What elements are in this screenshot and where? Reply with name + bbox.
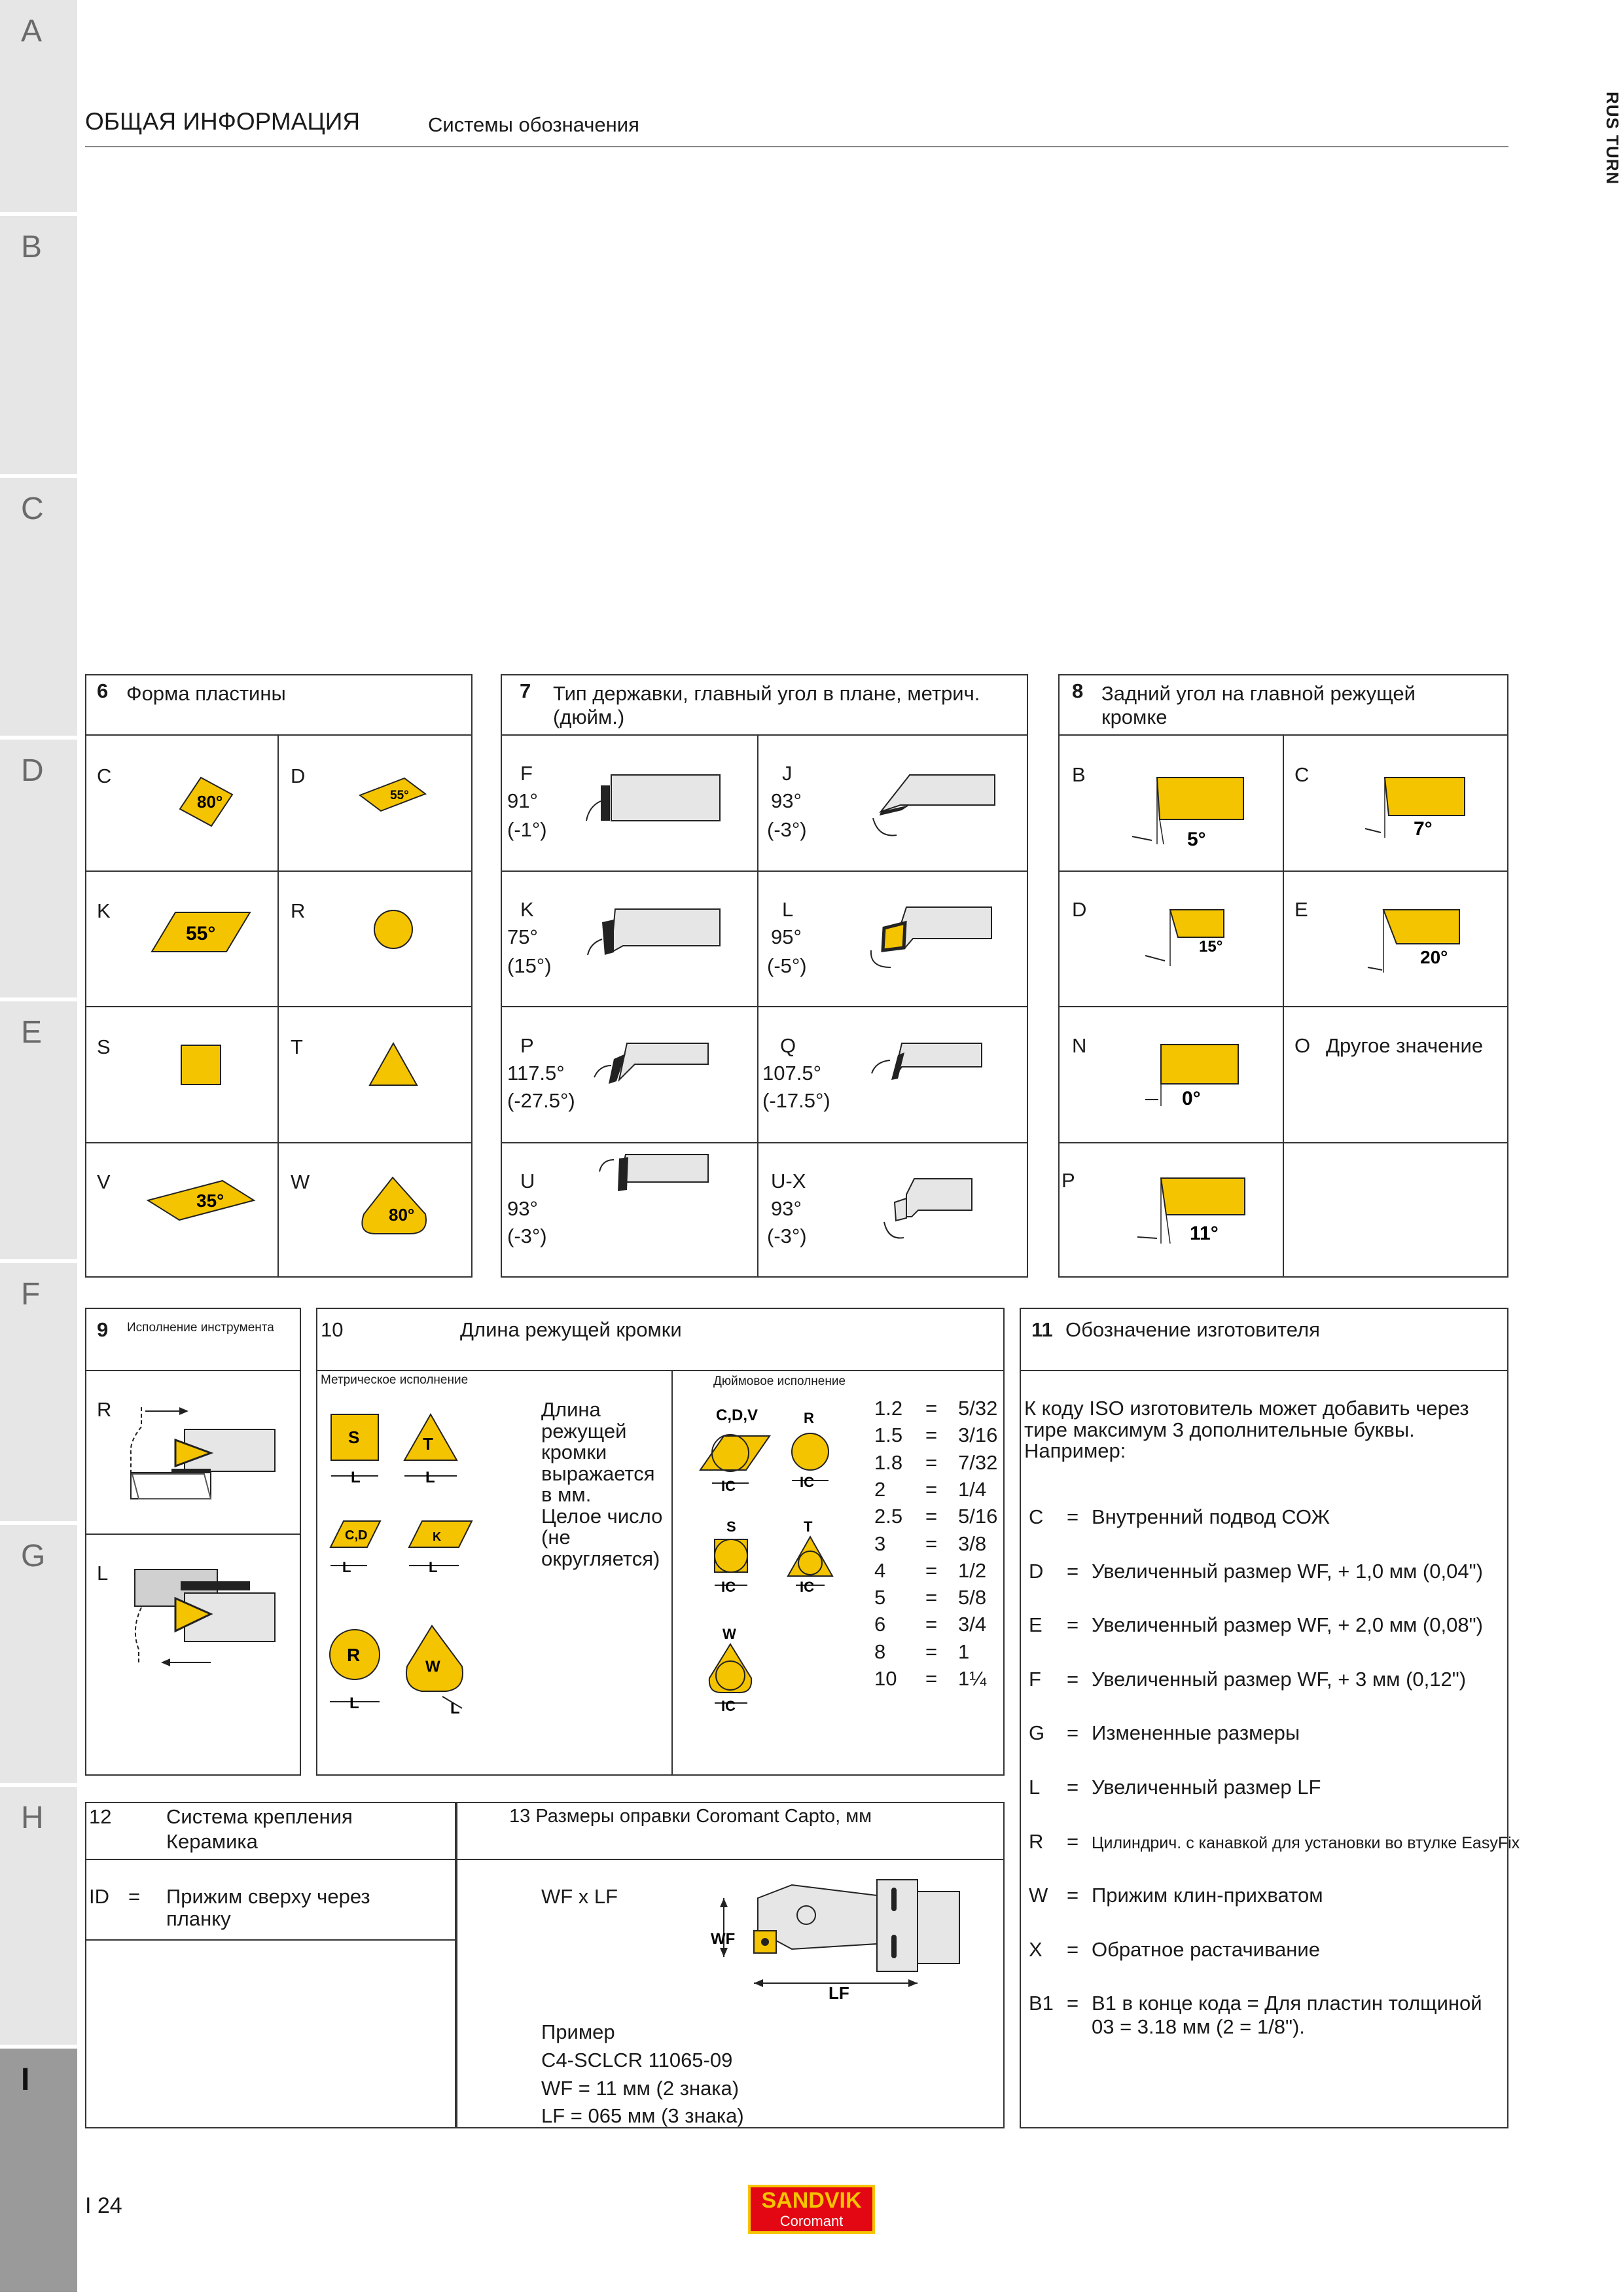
section-number: 11 [1031,1318,1053,1341]
desc-line: кромки [541,1441,607,1464]
clearance-p-icon [1130,1175,1260,1254]
holder-angle-inch: (-5°) [767,954,807,977]
length-label: L [349,1695,359,1712]
size-inch: 5/32 [958,1397,998,1420]
insert-angle-label: 55° [390,789,409,802]
holder-angle: 93° [507,1197,538,1220]
hand-l-icon [126,1564,283,1682]
shape-label: K [433,1530,441,1543]
example-line: WF = 11 мм (2 знака) [541,2076,740,2100]
option-eq: = [1067,1559,1079,1583]
size-mm: 5 [874,1586,886,1609]
brand-sub: Coromant [779,2213,844,2229]
wflf-label: WF x LF [541,1885,618,1908]
holder-code: J [782,762,793,785]
section-number: 13 [509,1806,531,1827]
section-number: 10 [321,1318,344,1341]
option-code: B1 [1029,1992,1054,2015]
size-eq: = [925,1450,938,1474]
holder-code: P [520,1034,534,1057]
section-tabs [0,0,77,2296]
section-title: Форма пластины [126,682,286,705]
insert-t-icon [368,1042,421,1088]
holder-p-icon [589,1041,720,1093]
insert-angle-label: 35° [196,1191,224,1211]
option-code: F [1029,1667,1041,1691]
option-eq: = [1067,1937,1079,1961]
size-eq: = [925,1640,938,1663]
tab-label: E [21,1015,43,1050]
shape-code: W [291,1170,310,1193]
wf-label: WF [711,1930,736,1948]
size-eq: = [925,1397,938,1420]
section-title: кромке [1101,706,1168,728]
option-eq: = [1067,1505,1079,1528]
option-code: D [1029,1559,1044,1583]
tab-b[interactable] [0,216,77,478]
holder-angle-inch: (-17.5°) [762,1089,830,1112]
insert-s-icon [180,1044,226,1090]
holder-code: U [520,1170,535,1193]
intro-line: Например: [1024,1439,1126,1463]
inch-heading: Дюймовое исполнение [713,1374,846,1388]
option-eq: = [1067,1992,1079,2015]
length-label: L [429,1559,438,1575]
shape-label: C,D [345,1528,368,1543]
option-code: L [1029,1776,1041,1799]
lf-label: LF [829,1983,849,2003]
brand-name: SANDVIK [761,2188,862,2213]
size-eq: = [925,1613,938,1636]
clearance-code: E [1294,898,1308,921]
holder-code: L [782,898,794,921]
length-label: L [351,1469,361,1486]
clearance-code: N [1072,1034,1087,1057]
length-label: L [425,1469,435,1486]
size-mm: 6 [874,1613,886,1636]
ic-label: IC [721,1698,736,1714]
section-title: Длина режущей кромки [460,1318,682,1341]
desc-line: выражается [541,1462,655,1485]
size-inch: 1 [958,1640,970,1663]
option-desc: Измененные размеры [1092,1721,1300,1745]
desc-line: (не [541,1526,571,1549]
tab-h[interactable] [0,1787,77,2049]
holder-angle: 93° [771,789,802,812]
tab-label: H [21,1801,44,1835]
ic-label: IC [800,1579,814,1595]
tab-label: B [21,230,43,264]
example-line: LF = 065 мм (3 знака) [541,2104,744,2128]
tab-label: F [21,1277,41,1312]
clearance-code: D [1072,898,1087,921]
tab-a[interactable] [0,0,77,216]
clearance-c-icon [1361,772,1486,844]
example-line: C4-SCLCR 11065-09 [541,2048,733,2072]
option-desc: Увеличенный размер WF, + 2,0 мм (0,08") [1092,1613,1483,1637]
clearance-code: B [1072,763,1086,786]
size-eq: = [925,1505,938,1528]
option-code: E [1029,1613,1043,1637]
page-subtitle: Системы обозначения [428,113,639,136]
capto-example [541,2018,744,2130]
holder-u-icon [597,1152,715,1198]
option-desc: Прижим клин-прихватом [1092,1884,1323,1907]
option-eq: = [1067,1776,1079,1799]
edge-length-desc [541,1399,662,1570]
holder-code: U-X [771,1170,806,1193]
holder-f-icon [582,772,726,844]
desc-line: в мм. [541,1483,592,1507]
option-eq: = [1067,1884,1079,1907]
insert-angle-label: 55° [186,923,216,944]
insert-c-icon [167,772,245,831]
size-inch: 3/8 [958,1532,987,1555]
tab-i[interactable] [0,2049,77,2296]
clamp-eq: = [128,1885,141,1908]
holder-angle: 91° [507,789,538,812]
clearance-d-icon [1139,905,1243,977]
section-number: 8 [1072,679,1084,702]
section-number: 6 [97,679,109,702]
shape-code: S [97,1035,111,1058]
section-12-clamping [85,1802,456,2128]
insert-w-icon [361,1175,433,1240]
holder-j-icon [864,772,1008,844]
size-mm: 1.8 [874,1450,903,1474]
shape-label: W [722,1626,736,1642]
ic-label: IC [721,1478,736,1494]
clearance-other-text: Другое значение [1326,1034,1484,1057]
size-mm: 2 [874,1477,886,1501]
section-title: Задний угол на главной режущей [1101,682,1416,705]
metric-heading: Метрическое исполнение [321,1373,469,1387]
tab-label: A [21,14,43,48]
option-eq: = [1067,1613,1079,1637]
clearance-angle-label: 11° [1190,1223,1219,1244]
holder-angle-inch: (-3°) [767,818,807,841]
shape-label: T [804,1518,813,1535]
insert-angle-label: 80° [389,1205,415,1225]
clearance-code: P [1061,1169,1075,1192]
clamp-code: ID [89,1885,109,1908]
tab-c[interactable] [0,478,77,740]
holder-l-icon [867,905,998,977]
size-mm: 10 [874,1667,897,1690]
size-inch: 5/16 [958,1505,998,1528]
clearance-angle-label: 5° [1187,829,1206,850]
holder-angle-inch: (-3°) [767,1225,807,1247]
option-desc: Внутренний подвод СОЖ [1092,1505,1330,1528]
holder-angle-inch: (-1°) [507,818,547,841]
tab-e[interactable] [0,1001,77,1263]
option-desc: Увеличенный размер WF, + 3 мм (0,12") [1092,1667,1467,1691]
size-eq: = [925,1532,938,1555]
clearance-angle-label: 15° [1199,938,1223,956]
tab-f[interactable] [0,1263,77,1525]
tab-d[interactable] [0,740,77,1001]
insert-k-icon [149,910,254,956]
option-code: G [1029,1721,1045,1745]
page-title: ОБЩАЯ ИНФОРМАЦИЯ [85,108,361,135]
hand-r-label: R [97,1398,112,1421]
insert-v-icon [145,1178,257,1224]
section-title: Исполнение инструмента [127,1321,274,1335]
holder-code: F [520,762,533,785]
size-mm: 2.5 [874,1505,903,1528]
manufacturer-intro [1024,1398,1469,1462]
desc-line: округляется) [541,1547,660,1570]
metric-s-t-icon [327,1410,484,1489]
holder-angle-inch: (-27.5°) [507,1089,575,1112]
section-title [509,1805,872,1827]
clearance-angle-label: 7° [1414,818,1433,840]
tab-label: D [21,753,44,788]
shape-label: S [726,1518,736,1535]
insert-r-icon [372,908,418,954]
size-inch: 1/2 [958,1558,987,1582]
insert-angle-label: 80° [197,792,223,812]
inch-shapes-icon [687,1407,844,1721]
option-desc: Увеличенный размер LF [1092,1776,1321,1799]
size-inch: 3/16 [958,1424,998,1447]
option-desc: 03 = 3.18 мм (2 = 1/8"). [1092,2015,1305,2039]
clearance-code: C [1294,763,1310,786]
size-inch: 7/32 [958,1450,998,1474]
shape-code: R [291,899,306,922]
sandvik-logo [748,2185,875,2234]
tab-g[interactable] [0,1525,77,1787]
holder-angle: 93° [771,1197,802,1220]
clearance-angle-label: 0° [1182,1088,1201,1109]
size-mm: 1.5 [874,1424,903,1447]
option-desc: B1 в конце кода = Для пластин толщиной [1092,1992,1482,2015]
holder-q-icon [869,1041,987,1093]
option-desc: Цилиндрич. с канавкой для установки во втулке EasyFix [1092,1833,1520,1852]
size-mm: 3 [874,1532,886,1555]
holder-code: K [520,898,534,921]
shape-code: C [97,764,112,787]
header-rule [85,146,1508,147]
clamp-desc: Прижим сверху через [166,1885,370,1908]
clearance-b-icon [1126,772,1257,857]
option-desc: Увеличенный размер WF, + 1,0 мм (0,04") [1092,1559,1483,1583]
holder-angle-inch: (15°) [507,954,552,977]
shape-label: C,D,V [716,1407,758,1424]
section-title-text: Размеры оправки Coromant Capto, мм [535,1806,872,1827]
size-mm: 8 [874,1640,886,1663]
capto-holder-icon [713,1872,975,2003]
option-eq: = [1067,1829,1079,1853]
size-mm: 1.2 [874,1397,903,1420]
tab-label: G [21,1539,46,1573]
option-code: C [1029,1505,1044,1528]
length-label: L [342,1559,351,1575]
tab-label: C [21,492,44,526]
size-eq: = [925,1667,938,1690]
holder-code: Q [780,1034,796,1057]
tab-label: I [21,2062,30,2097]
shape-code: T [291,1035,303,1058]
clearance-n-icon [1139,1042,1250,1114]
size-inch: 1¼ [958,1667,987,1690]
section-title: Керамика [166,1830,258,1853]
option-code: R [1029,1829,1044,1853]
intro-line: К коду ISO изготовитель может добавить через [1024,1397,1469,1420]
metric-r-w-icon [327,1623,484,1721]
size-inch: 5/8 [958,1586,987,1609]
shape-label: R [347,1645,361,1665]
side-label: RUS TURN [1603,92,1622,185]
section-number: 9 [97,1318,109,1341]
ic-label: IC [800,1474,814,1490]
hand-r-icon [126,1401,283,1518]
shape-code: K [97,899,111,922]
clearance-code: O [1294,1034,1311,1057]
shape-label: R [804,1410,814,1426]
holder-angle: 95° [771,925,802,948]
shape-label: T [423,1434,433,1454]
option-eq: = [1067,1667,1079,1691]
example-line: Пример [541,2020,615,2043]
size-inch: 3/4 [958,1613,987,1636]
metric-cd-k-icon [324,1518,488,1584]
insert-d-icon [359,776,431,815]
desc-line: Целое число [541,1504,663,1528]
desc-line: Длина [541,1398,601,1421]
section-title: Система крепления [166,1805,353,1828]
section-number: 12 [89,1805,112,1828]
shape-code: D [291,764,306,787]
option-code: W [1029,1884,1048,1907]
shape-label: W [425,1658,440,1676]
clamp-desc: планку [166,1907,231,1930]
size-eq: = [925,1424,938,1447]
size-eq: = [925,1586,938,1609]
size-inch: 1/4 [958,1477,987,1501]
holder-angle: 107.5° [762,1062,821,1085]
intro-line: тире максимум 3 дополнительные буквы. [1024,1418,1415,1441]
option-code: X [1029,1937,1043,1961]
holder-angle-inch: (-3°) [507,1225,547,1247]
option-desc: Обратное растачивание [1092,1937,1320,1961]
size-mm: 4 [874,1558,886,1582]
holder-ux-icon [880,1175,978,1247]
holder-angle: 117.5° [507,1062,565,1085]
section-9-tool-hand [85,1308,301,1776]
shape-code: V [97,1170,111,1193]
shape-label: S [348,1427,360,1447]
page-number: I 24 [85,2193,122,2218]
hand-l-label: L [97,1562,109,1585]
desc-line: режущей [541,1419,627,1443]
option-eq: = [1067,1721,1079,1745]
section-title: Тип державки, главный угол в плане, метрич. [553,682,980,705]
section-title: (дюйм.) [553,706,625,728]
holder-k-icon [582,906,726,978]
length-label: L [450,1700,460,1717]
section-number: 7 [520,679,531,702]
section-title: Обозначение изготовителя [1065,1318,1320,1341]
size-eq: = [925,1477,938,1501]
holder-angle: 75° [507,925,538,948]
clearance-e-icon [1360,905,1491,983]
size-eq: = [925,1558,938,1582]
ic-label: IC [721,1579,736,1595]
clearance-angle-label: 20° [1420,947,1448,967]
